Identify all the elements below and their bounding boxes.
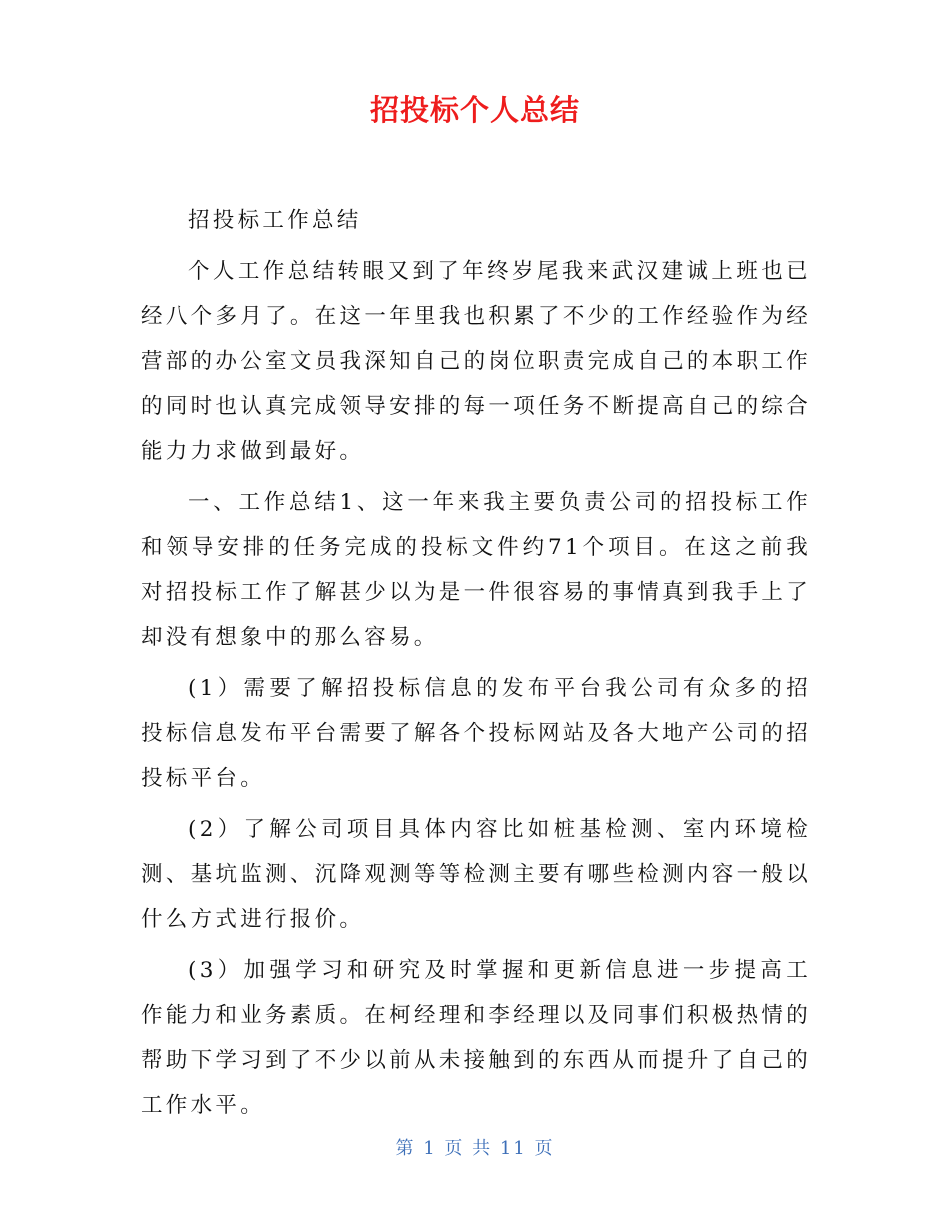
paragraph-item-3: (3）加强学习和研究及时掌握和更新信息进一步提高工作能力和业务素质。在柯经理和李经理以及同事们积极热情的帮助下学习到了不少以前从未接触到的东西从而提升了自己的工作水平。	[141, 958, 811, 1118]
page-number-footer	[0, 1134, 950, 1160]
paragraph-summary-1: 一、工作总结1、这一年来我主要负责公司的招投标工作和领导安排的任务完成的投标文件约71个项目。在这之前我对招投标工作了解甚少以为是一件很容易的事情真到我手上了却没有想象中的那么容易。	[141, 490, 811, 650]
paragraph-item-1: (1）需要了解招投标信息的发布平台我公司有众多的招投标信息发布平台需要了解各个投标网站及各大地产公司的招投标平台。	[141, 676, 811, 791]
page-number-label: 第 1 页 共 11 页	[395, 1138, 555, 1159]
paragraph-intro: 个人工作总结转眼又到了年终岁尾我来武汉建诚上班也已经八个多月了。在这一年里我也积累了不少的工作经验作为经营部的办公室文员我深知自己的岗位职责完成自己的本职工作的同时也认真完成领导安排的每一项任务不断提高自己的综合能力力求做到最好。	[141, 259, 811, 464]
paragraph-heading: 招投标工作总结	[188, 208, 362, 233]
paragraph-item-2: (2）了解公司项目具体内容比如桩基检测、室内环境检测、基坑监测、沉降观测等等检测主要有哪些检测内容一般以什么方式进行报价。	[141, 817, 811, 932]
document-title: 招投标个人总结	[369, 93, 580, 127]
document-body	[141, 198, 811, 1134]
